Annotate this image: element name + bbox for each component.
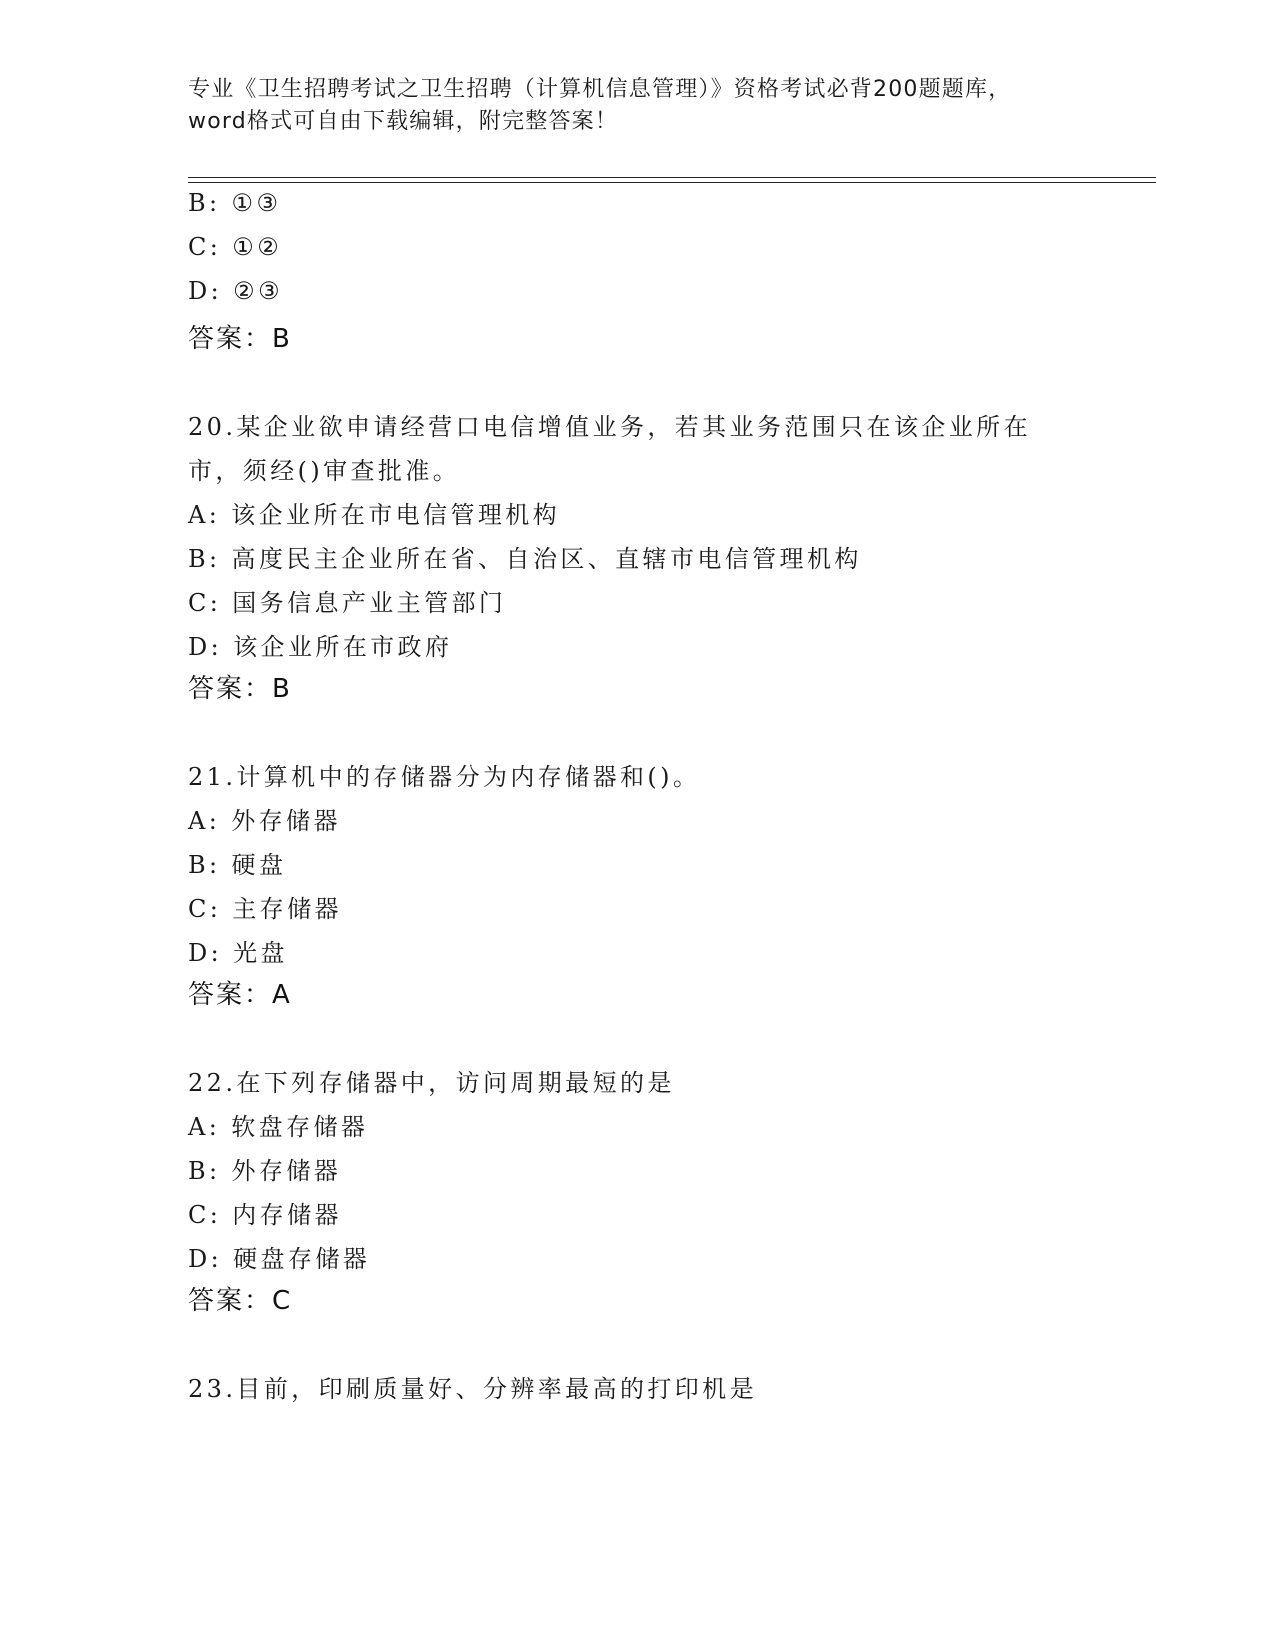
q22-option-c: C: 内存储器 (188, 1201, 342, 1229)
q19-option-b: B: ①③ (188, 189, 282, 217)
header-title-line-1: 专业《卫生招聘考试之卫生招聘（计算机信息管理）》资格考试必背200题题库， (188, 77, 1012, 102)
q20-stem-line-2: 市，须经()审查批准。 (188, 457, 461, 485)
q20-option-b: B: 高度民主企业所在省、自治区、直辖市电信管理机构 (188, 545, 862, 573)
q22-option-b: B: 外存储器 (188, 1157, 342, 1185)
q20-option-a: A: 该企业所在市电信管理机构 (188, 501, 561, 529)
q19-option-c: C: ①② (188, 233, 283, 261)
q23-stem: 23.目前，印刷质量好、分辨率最高的打印机是 (188, 1375, 757, 1403)
q20-answer: 答案：B (188, 674, 292, 704)
q19-option-d: D: ②③ (188, 277, 283, 305)
q20-option-d: D: 该企业所在市政府 (188, 633, 453, 661)
header-title-line-2: word格式可自由下载编辑，附完整答案！ (188, 109, 619, 134)
q20-option-c: C: 国务信息产业主管部门 (188, 589, 507, 617)
header-divider-top (188, 177, 1156, 178)
q21-option-b: B: 硬盘 (188, 851, 287, 879)
document-header (188, 74, 1088, 138)
q19-answer: 答案：B (188, 324, 292, 354)
q21-option-d: D: 光盘 (188, 939, 288, 967)
q22-stem: 22.在下列存储器中，访问周期最短的是 (188, 1069, 675, 1097)
q22-answer: 答案：C (188, 1286, 293, 1316)
q21-option-a: A: 外存储器 (188, 807, 341, 835)
q21-option-c: C: 主存储器 (188, 895, 342, 923)
q20-stem-line-1: 20.某企业欲申请经营口电信增值业务，若其业务范围只在该企业所在 (188, 413, 1031, 441)
q21-answer: 答案：A (188, 980, 292, 1010)
q22-option-a: A: 软盘存储器 (188, 1113, 369, 1141)
header-divider-bottom (188, 182, 1156, 183)
q22-option-d: D: 硬盘存储器 (188, 1245, 371, 1273)
q21-stem: 21.计算机中的存储器分为内存储器和()。 (188, 763, 701, 791)
